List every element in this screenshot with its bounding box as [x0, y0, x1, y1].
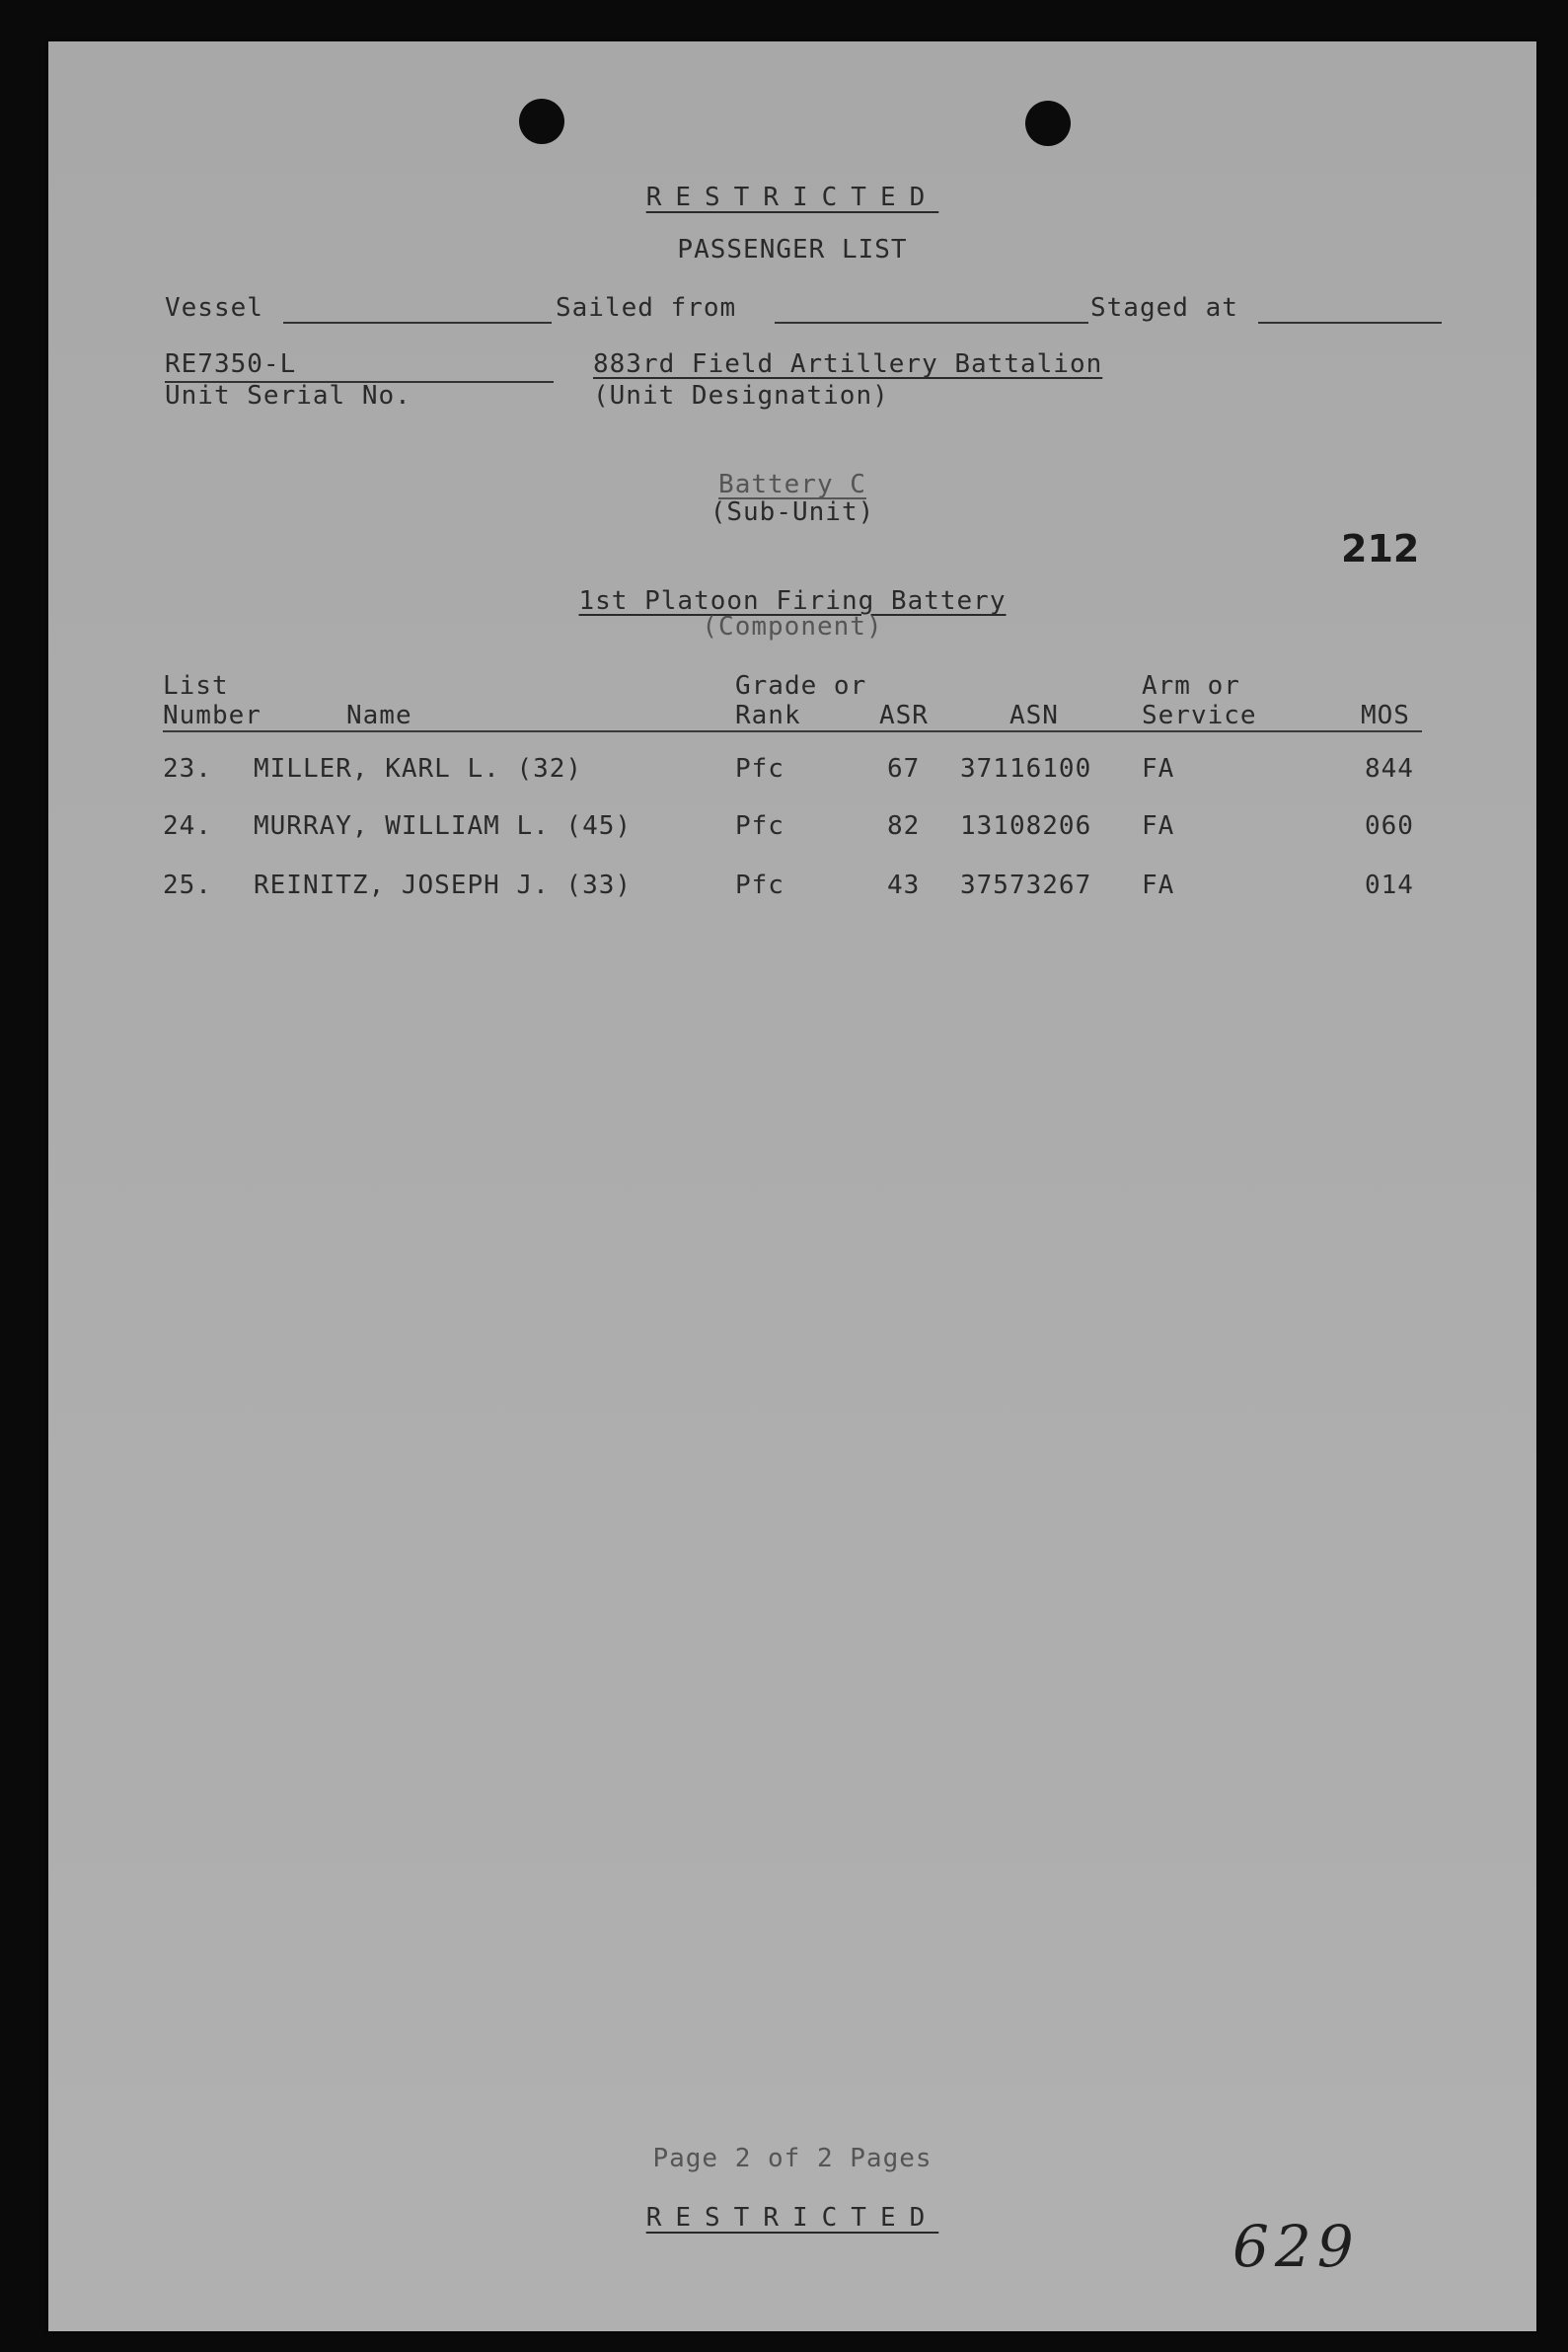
- punch-hole-right: [1025, 101, 1071, 146]
- row-grade: Pfc: [735, 811, 784, 841]
- punch-hole-left: [519, 99, 564, 144]
- sub-unit-value: Battery C: [718, 470, 866, 499]
- row-asr: 82: [887, 811, 921, 841]
- handwritten-number: 629: [1232, 2213, 1360, 2280]
- row-grade: Pfc: [735, 871, 784, 900]
- col-grade-line2: Rank: [735, 701, 801, 730]
- vessel-label: Vessel: [165, 293, 263, 323]
- row-asn: 37116100: [960, 754, 1092, 784]
- vessel-blank: [283, 320, 552, 324]
- document-page: [48, 41, 1536, 2331]
- row-asn: 37573267: [960, 871, 1092, 900]
- unit-serial-label: Unit Serial No.: [165, 381, 411, 411]
- row-arm: FA: [1142, 811, 1175, 841]
- row-asr: 43: [887, 871, 921, 900]
- unit-serial-value: RE7350-L: [165, 349, 297, 379]
- staged-at-label: Staged at: [1090, 293, 1238, 323]
- row-name: REINITZ, JOSEPH J. (33): [254, 871, 633, 900]
- row-arm: FA: [1142, 871, 1175, 900]
- row-asn: 13108206: [960, 811, 1092, 841]
- row-number: 25.: [163, 871, 212, 900]
- row-grade: Pfc: [735, 754, 784, 784]
- col-asn: ASN: [1009, 701, 1059, 730]
- sub-unit-label: (Sub-Unit): [709, 497, 875, 527]
- stamped-number: 212: [1341, 527, 1420, 570]
- col-list-line1: List: [163, 671, 229, 701]
- classification-footer: RESTRICTED: [645, 2203, 939, 2233]
- col-grade-line1: Grade or: [735, 671, 867, 701]
- staged-at-blank: [1258, 320, 1442, 324]
- row-name: MILLER, KARL L. (32): [254, 754, 583, 784]
- classification-header: RESTRICTED: [645, 183, 939, 212]
- row-mos: 844: [1365, 754, 1414, 784]
- col-list-line2: Number: [163, 701, 261, 730]
- unit-designation-value: 883rd Field Artillery Battalion: [593, 349, 1103, 379]
- col-asr: ASR: [879, 701, 929, 730]
- row-name: MURRAY, WILLIAM L. (45): [254, 811, 633, 841]
- component-label: (Component): [702, 612, 883, 642]
- row-mos: 060: [1365, 811, 1414, 841]
- form-title: PASSENGER LIST: [677, 235, 908, 265]
- row-number: 23.: [163, 754, 212, 784]
- sailed-from-label: Sailed from: [556, 293, 737, 323]
- col-mos: MOS: [1361, 701, 1410, 730]
- col-arm-line1: Arm or: [1142, 671, 1240, 701]
- col-arm-line2: Service: [1142, 701, 1257, 730]
- row-mos: 014: [1365, 871, 1414, 900]
- header-underline: [163, 730, 1422, 732]
- col-name: Name: [346, 701, 412, 730]
- sailed-from-blank: [775, 320, 1088, 324]
- component-value: 1st Platoon Firing Battery: [578, 586, 1007, 616]
- unit-designation-label: (Unit Designation): [593, 381, 889, 411]
- row-asr: 67: [887, 754, 921, 784]
- row-number: 24.: [163, 811, 212, 841]
- page-count: Page 2 of 2 Pages: [652, 2144, 933, 2173]
- row-arm: FA: [1142, 754, 1175, 784]
